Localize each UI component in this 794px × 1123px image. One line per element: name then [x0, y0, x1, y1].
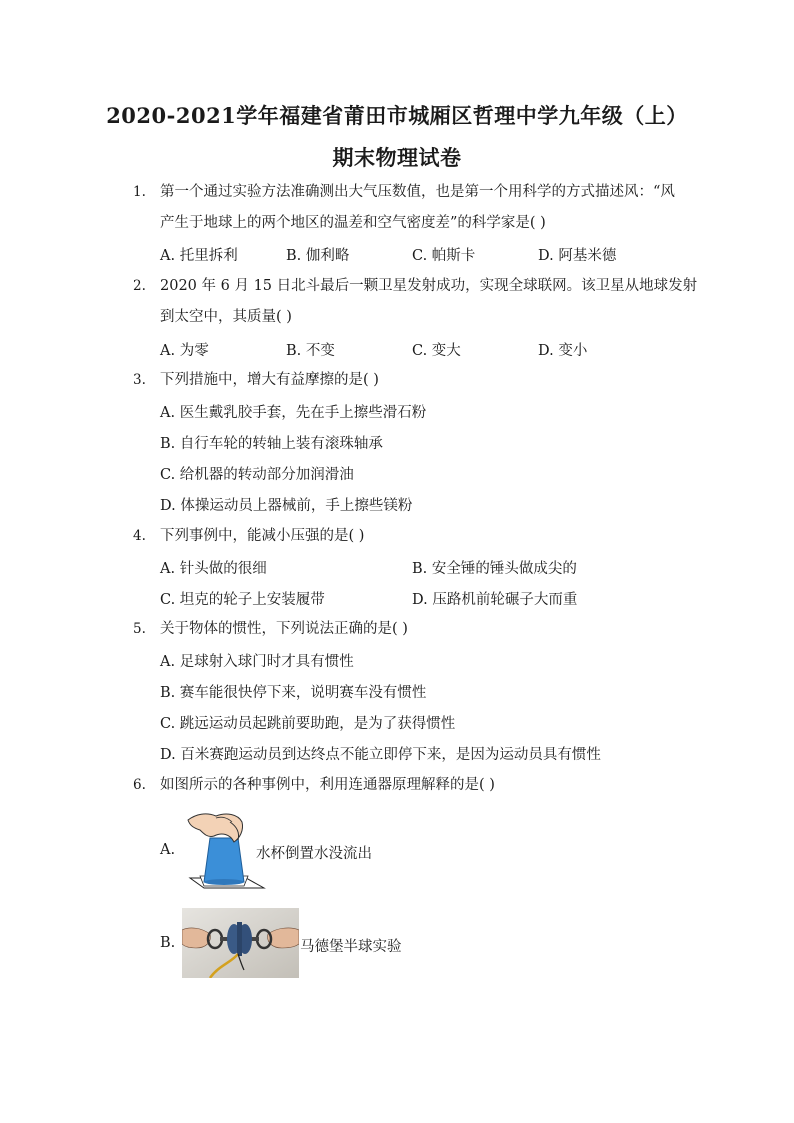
- option-c[interactable]: C. 坦克的轮子上安装履带: [160, 592, 325, 608]
- question-text: 第一个通过实验方法准确测出大气压数值，也是第一个用科学的方式描述风：“风: [160, 184, 675, 200]
- option-b[interactable]: B. 伽利略: [286, 248, 350, 264]
- question-text: 关于物体的惯性，下列说法正确的是( ): [160, 621, 408, 637]
- question-text: 2020 年 6 月 15 日北斗最后一颗卫星发射成功，实现全球联网。该卫星从地球发射: [160, 278, 698, 294]
- question-number: 1.: [133, 184, 146, 200]
- option-b[interactable]: B.: [160, 935, 176, 951]
- question-number: 3.: [133, 372, 146, 388]
- question-text: 下列措施中，增大有益摩擦的是( ): [160, 372, 379, 388]
- option-c[interactable]: C. 变大: [412, 343, 461, 359]
- option-c[interactable]: C. 跳远运动员起跳前要助跑，是为了获得惯性: [160, 716, 456, 732]
- question-number: 5.: [133, 621, 146, 637]
- magdeburg-hemispheres-photo: [182, 908, 299, 978]
- option-d[interactable]: D. 压路机前轮碾子大而重: [412, 592, 578, 608]
- figure-caption: 水杯倒置水没流出: [256, 846, 372, 862]
- question-number: 4.: [133, 528, 146, 544]
- exam-title-line2: 期末物理试卷: [332, 145, 462, 170]
- option-d[interactable]: D. 变小: [538, 343, 588, 359]
- option-b[interactable]: B. 安全锤的锤头做成尖的: [412, 561, 577, 577]
- question-text: 产生于地球上的两个地区的温差和空气密度差”的科学家是( ): [160, 215, 546, 231]
- exam-title-line1: 2020-2021学年福建省莆田市城厢区哲理中学九年级（上）: [106, 103, 688, 128]
- option-b[interactable]: B. 赛车能很快停下来，说明赛车没有惯性: [160, 685, 427, 701]
- question-text: 到太空中，其质量( ): [160, 309, 292, 325]
- option-a[interactable]: A. 医生戴乳胶手套，先在手上擦些滑石粉: [160, 405, 427, 421]
- option-d[interactable]: D. 阿基米德: [538, 248, 617, 264]
- question-number: 6.: [133, 777, 146, 793]
- question-text: 如图所示的各种事例中，利用连通器原理解释的是( ): [160, 777, 495, 793]
- option-c[interactable]: C. 给机器的转动部分加润滑油: [160, 467, 354, 483]
- option-a[interactable]: A. 托里拆利: [160, 248, 238, 264]
- question-text: 下列事例中，能减小压强的是( ): [160, 528, 365, 544]
- option-c[interactable]: C. 帕斯卡: [412, 248, 476, 264]
- option-a[interactable]: A. 足球射入球门时才具有惯性: [160, 654, 354, 670]
- question-number: 2.: [133, 278, 146, 294]
- option-a[interactable]: A. 为零: [160, 343, 209, 359]
- option-b[interactable]: B. 自行车轮的转轴上装有滚珠轴承: [160, 436, 383, 452]
- option-a[interactable]: A. 针头做的很细: [160, 561, 267, 577]
- option-b[interactable]: B. 不变: [286, 343, 335, 359]
- option-a[interactable]: A.: [160, 842, 176, 858]
- option-d[interactable]: D. 体操运动员上器械前，手上擦些镁粉: [160, 498, 413, 514]
- figure-caption: 马德堡半球实验: [300, 939, 402, 955]
- option-d[interactable]: D. 百米赛跑运动员到达终点不能立即停下来，是因为运动员具有惯性: [160, 747, 601, 763]
